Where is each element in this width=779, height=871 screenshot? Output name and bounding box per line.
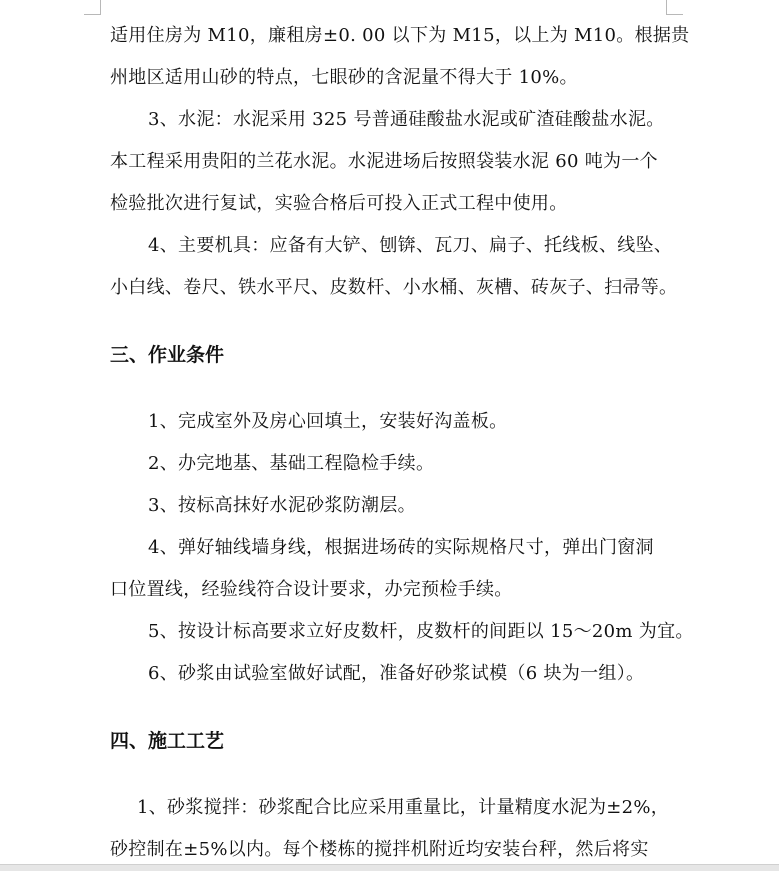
paragraph-line: 小白线、卷尺、铁水平尺、皮数杆、小水桶、灰槽、砖灰子、扫帚等。 <box>110 277 678 298</box>
paragraph-line: 适用住房为 M10，廉租房±0. 00 以下为 M15，以上为 M10。根据贵 <box>110 25 690 46</box>
paragraph-line: 1、砂浆搅拌：砂浆配合比应采用重量比，计量精度水泥为±2%， <box>137 797 670 818</box>
list-item: 3、按标高抹好水泥砂浆防潮层。 <box>148 495 416 516</box>
paragraph-line: 州地区适用山砂的特点，七眼砂的含泥量不得大于 10%。 <box>110 67 578 88</box>
list-item: 1、完成室外及房心回填土，安装好沟盖板。 <box>148 411 508 432</box>
paragraph-line: 检验批次进行复试，实验合格后可投入正式工程中使用。 <box>110 193 568 214</box>
section-heading-3: 三、作业条件 <box>110 344 225 366</box>
paragraph-line: 砂控制在±5%以内。每个楼栋的搅拌机附近均安装台秤，然后将实 <box>110 839 649 860</box>
list-item: 6、砂浆由试验室做好试配，准备好砂浆试模（6 块为一组）。 <box>148 663 645 684</box>
list-item: 4、弹好轴线墙身线，根据进场砖的实际规格尺寸，弹出门窗洞 <box>148 537 654 558</box>
page-corner-mark-left <box>84 0 101 15</box>
list-item: 5、按设计标高要求立好皮数杆，皮数杆的间距以 15～20m 为宜。 <box>148 621 694 642</box>
list-item-continuation: 口位置线，经验线符合设计要求，办完预检手续。 <box>110 579 513 600</box>
window-bottom-edge <box>0 864 779 871</box>
paragraph-line: 3、水泥：水泥采用 325 号普通硅酸盐水泥或矿渣硅酸盐水泥。 <box>148 109 665 130</box>
page-corner-mark-right <box>666 0 683 15</box>
paragraph-line: 本工程采用贵阳的兰花水泥。水泥进场后按照袋装水泥 60 吨为一个 <box>110 151 658 172</box>
list-item: 2、办完地基、基础工程隐检手续。 <box>148 453 435 474</box>
section-heading-4: 四、施工工艺 <box>110 730 225 752</box>
paragraph-line: 4、主要机具：应备有大铲、刨锛、瓦刀、扁子、托线板、线坠、 <box>148 235 673 256</box>
